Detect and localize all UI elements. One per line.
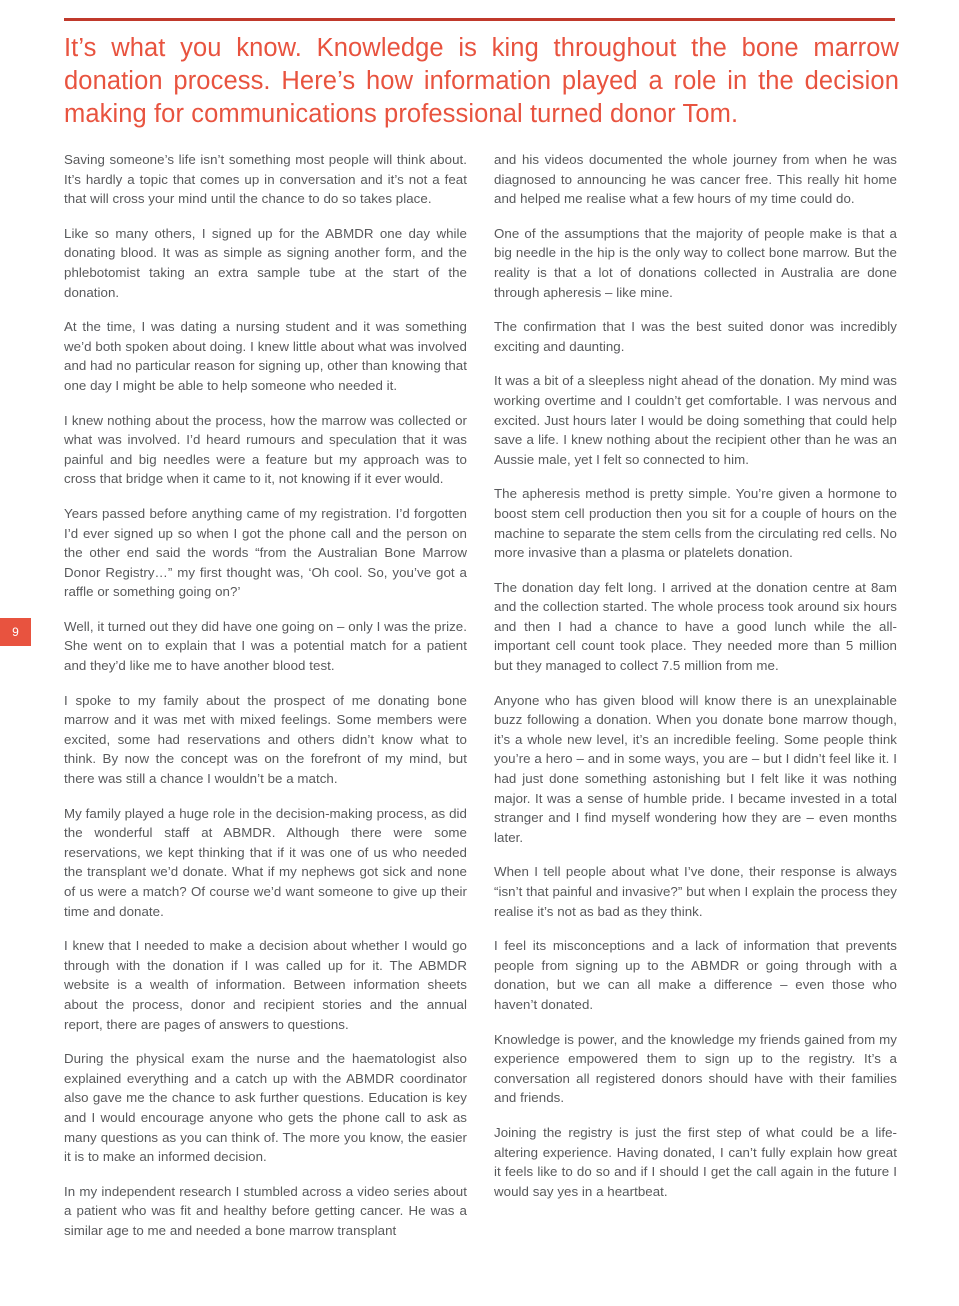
article-paragraph: During the physical exam the nurse and the haematologist also explained everything and a catch up with the ABMDR coordinator also gave me the chance to ask further questions. Education is key and I would encourage anyone who gets the phone call to ask as many questions as you can think of. The more you know, the easier it is to make an informed decision. <box>64 1051 467 1165</box>
page-number-badge: 9 <box>0 618 31 646</box>
article-paragraph: I feel its misconceptions and a lack of information that prevents people from signing up to the ABMDR or going through with a donation, but we can all make a difference – even those who haven’t donated. <box>494 938 897 1012</box>
article-paragraph: One of the assumptions that the majority of people make is that a big needle in the hip is the only way to collect bone marrow. But the reality is that a lot of donations collected in Australia are done through apheresis – like mine. <box>494 225 897 300</box>
page-headline: It’s what you know. Knowledge is king throughout the bone marrow donation process. Here’s how information played a role in the decision making for communications professional turned donor Tom. <box>64 34 899 128</box>
article-paragraph: My family played a huge role in the decision-making process, as did the wonderful staff at ABMDR. Although there were some reservations, we kept thinking that if it was one of us who needed the transplant we’d donate. What if my nephews got sick and none of us were a match? Of course we’d want someone to give up their time and donate. <box>64 805 467 919</box>
article-paragraph: In my independent research I stumbled across a video series about a patient who was fit and healthy before getting cancer. He was a similar age to me and needed a bone marrow transplant <box>64 1183 467 1238</box>
article-paragraph: I knew that I needed to make a decision about whether I would go through with the donation if I was called up for it. The ABMDR website is a wealth of information. Between information sheets about the process, donor and recipient stories and the annual report, there are pages of answers to questions. <box>64 938 467 1032</box>
article-paragraph: The confirmation that I was the best suited donor was incredibly exciting and daunting. <box>494 319 897 354</box>
article-paragraph: and his videos documented the whole journey from when he was diagnosed to announcing he was cancer free. This really hit home and helped me realise what a few hours of my time could do. <box>494 152 897 207</box>
article-paragraph: When I tell people about what I’ve done, their response is always “isn’t that painful and invasive?” but when I explain the process they realise it’s not as bad as they think. <box>494 864 897 919</box>
article-paragraph: Like so many others, I signed up for the ABMDR one day while donating blood. It was as simple as signing another form, and the phlebotomist taking an extra sample tube at the start of the donation. <box>64 225 467 300</box>
article-paragraph: At the time, I was dating a nursing student and it was something we’d both spoken about doing. I knew little about what was involved and had no particular reason for signing up, other than knowing that one day I might be able to help someone who needed it. <box>64 319 467 393</box>
article-paragraph: I knew nothing about the process, how the marrow was collected or what was involved. I’d heard rumours and speculation that it was painful and big needles were a feature but my approach was to cross that bridge when it came to it, not knowing if it ever would. <box>64 412 467 487</box>
article-paragraph: Well, it turned out they did have one going on – only I was the prize. She went on to explain that I was a potential match for a patient and they’d like me to have another blood test. <box>64 618 467 674</box>
article-column-right <box>494 150 897 1256</box>
article-paragraph: Saving someone’s life isn’t something most people will think about. It’s hardly a topic that comes up in conversation and it’s not a feat that will cross your mind until the chance to do so takes place. <box>64 152 467 207</box>
article-paragraph: Anyone who has given blood will know there is an unexplainable buzz following a donation. When you donate bone marrow though, it’s a whole new level, it’s an incredible feeling. Some people think you’re a hero – and in some ways, you are – but I didn’t feel like it. I had just done something astonishing but I felt like it was nothing major. It was a sense of humble pride. I became invested in a total stranger and I find myself wondering how they are – even months later. <box>494 692 897 845</box>
article-paragraph: The donation day felt long. I arrived at the donation centre at 8am and the collection started. The whole process took around six hours and then I had a chance to have a good lunch while the all-important cell count took place. They needed more than 5 million but they managed to collect 7.5 million from me. <box>494 579 897 674</box>
article-columns <box>64 150 897 1256</box>
article-paragraph: I spoke to my family about the prospect of me donating bone marrow and it was met with mixed feelings. Some members were excited, some had reservations and others didn’t know what to think. By now the concept was on the forefront of my mind, but there was still a chance I wouldn’t be a match. <box>64 692 467 787</box>
header-rule <box>64 18 895 21</box>
article-paragraph: Joining the registry is just the first step of what could be a life-altering experience. Having donated, I can’t fully explain how great it feels like to do so and if I should I get the call again in the future I would say yes in a heartbeat. <box>494 1124 897 1199</box>
article-paragraph: It was a bit of a sleepless night ahead of the donation. My mind was working overtime and I couldn’t get comfortable. I was nervous and excited. Just hours later I would be doing something that could help save a life. I knew nothing about the recipient other than he was an Aussie male, yet I felt so connected to him. <box>494 373 897 467</box>
article-paragraph: Years passed before anything came of my registration. I’d forgotten I’d ever signed up so when I got the phone call and the person on the other end said the words “from the Australian Bone Marrow Donor Registry…” my first thought was, ‘Oh cool. So, you’ve got a raffle or something going on?’ <box>64 505 467 600</box>
article-paragraph: Knowledge is power, and the knowledge my friends gained from my experience empowered them to sign up to the registry. It’s a conversation all registered donors should have with their families and friends. <box>494 1031 897 1106</box>
article-paragraph: The apheresis method is pretty simple. You’re given a hormone to boost stem cell production then you sit for a couple of hours on the machine to separate the stem cells from the circulating red cells. No more invasive than a plasma or platelets donation. <box>494 486 897 561</box>
article-column-left <box>64 150 467 1256</box>
